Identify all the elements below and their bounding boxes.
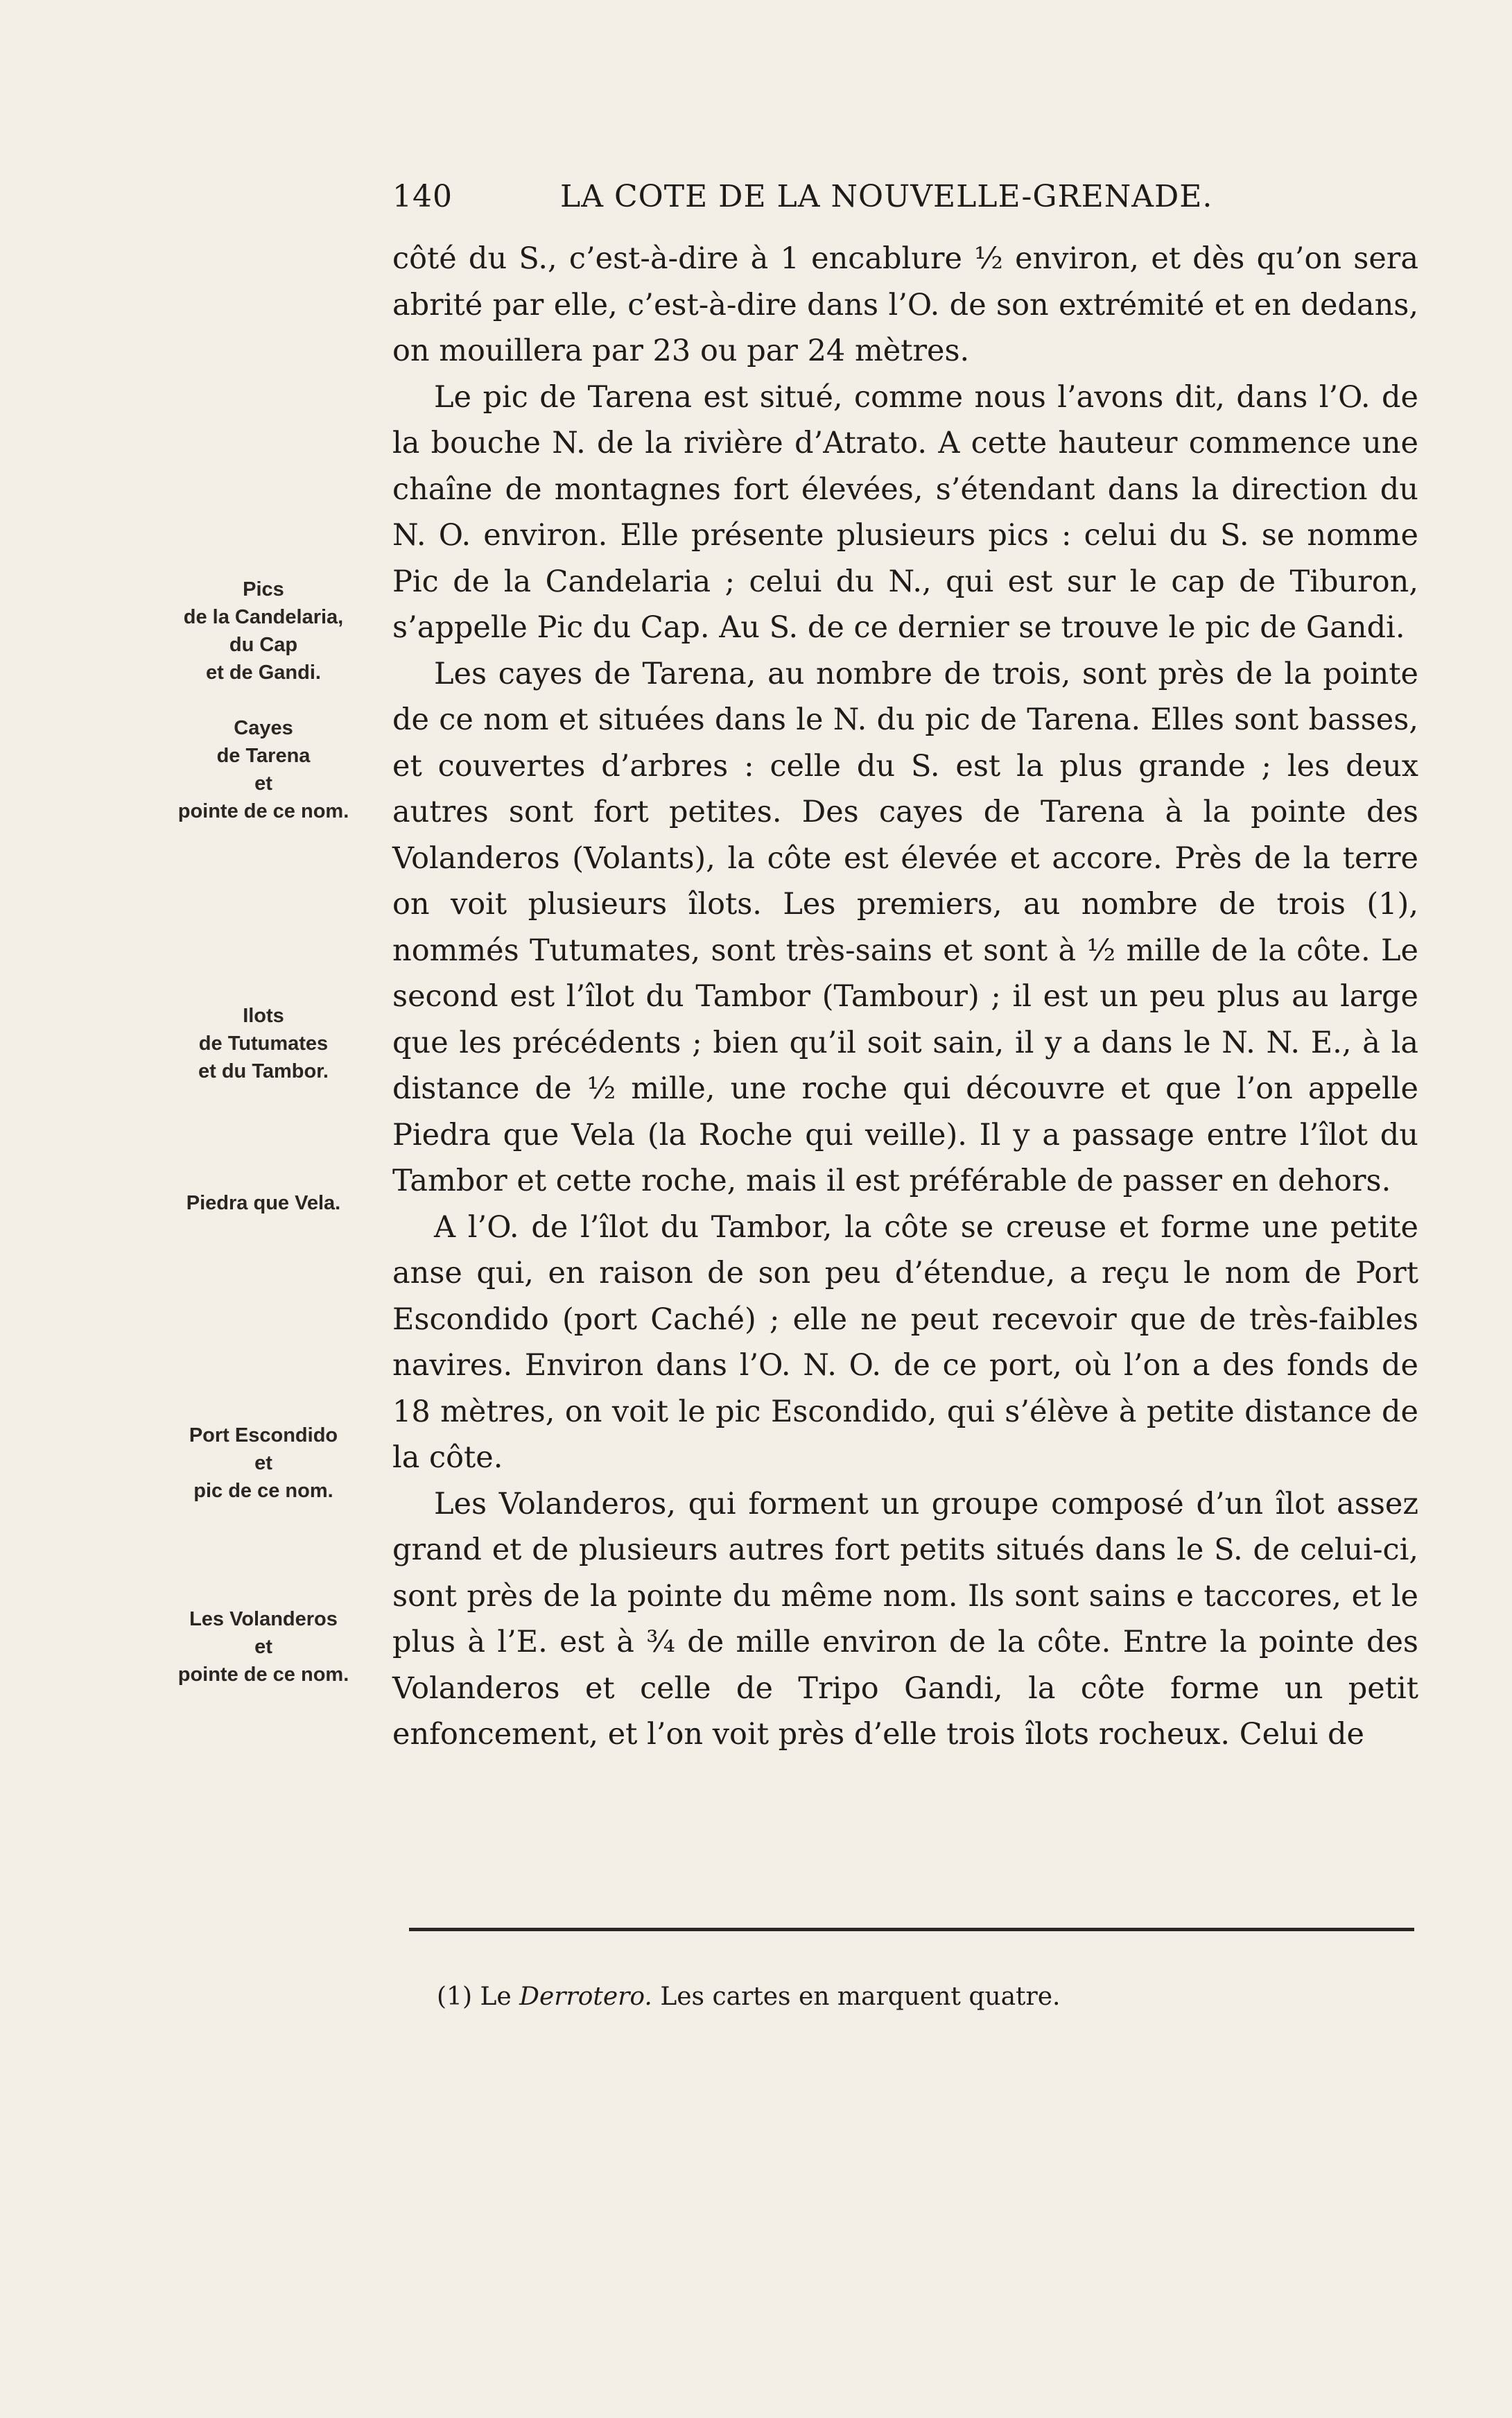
sidenote-line: Piedra que Vela. [186,1192,341,1214]
footnote-lead: Le [480,1983,512,2011]
sidenote-line: Les Volanderos [189,1608,338,1630]
sidenote-line: et [254,1452,272,1474]
sidenote-line: et du Tambor. [198,1060,329,1082]
paragraph: Les Volanderos, qui forment un groupe composé d’un îlot assez grand et de plusieurs autres fort petits situés dans le S. de celui-ci, sont près de la pointe du même nom. Ils sont sains e taccores, et le plus à l’E. est à ¾ de mille environ de la côte. Entre la pointe des Volanderos et celle de Tripo Gandi, la côte forme un petit enfoncement, et l’on voit près d’elle trois îlots rocheux. Celui de [392,1486,1418,1752]
running-header [392,179,1418,221]
sidenote-line: Pics [243,578,284,601]
paragraph: Les cayes de Tarena, au nombre de trois, sont près de la pointe de ce nom et situées dans le N. du pic de Tarena. Elles sont basses, et couvertes d’arbres : celle du S. est la plus grande ; les deux autres sont fort petites. Des cayes de Tarena à la pointe des Volanderos (Volants), la côte est élevée et accore. Près de la terre on voit plusieurs îlots. Les premiers, au nombre de trois (1), nommés Tutumates, sont très-sains et sont à ½ mille de la côte. Le second est l’îlot du Tambor (Tambour) ; il est un peu plus au large que les précédents ; bien qu’il soit sain, il y a dans le N. N. E., à la distance de ½ mille, une roche qui découvre et que l’on appelle Piedra que Vela (la Roche qui veille). Il y a passage entre l’îlot du Tambor et cette roche, mais il est préférable de passer en dehors. [392,656,1418,1198]
sidenote-line: de la Candelaria, [183,606,344,628]
footnote [437,1981,1407,2013]
sidenote-port-escondido [159,1422,367,1505]
paragraph: côté du S., c’est-à-dire à 1 encablure ½ environ, et dès qu’on sera abrité par elle, c’est-à-dire dans l’O. de son extrémité et en dedans, on mouillera par 23 ou par 24 mètres. [392,241,1418,368]
main-text [392,236,1418,1758]
sidenote-line: pointe de ce nom. [177,1664,349,1686]
sidenote-pics [159,576,367,686]
sidenote-line: et [254,772,272,795]
paragraph: A l’O. de l’îlot du Tambor, la côte se creuse et forme une petite anse qui, en raison de son peu d’étendue, a reçu le nom de Port Escondido (port Caché) ; elle ne peut recevoir que de très-faibles navires. Environ dans l’O. N. O. de ce port, où l’on a des fonds de 18 mètres, on voit le pic Escondido, qui s’élève à petite distance de la côte. [392,1209,1418,1475]
sidenote-line: et [254,1636,272,1658]
footnote-text: Les cartes en marquent quatre. [660,1983,1061,2011]
footnote-rule [409,1928,1414,1931]
footnote-title: Derrotero. [519,1983,652,2011]
paragraph: Le pic de Tarena est situé, comme nous l’avons dit, dans l’O. de la bouche N. de la rivière d’Atrato. A cette hauteur commence une chaîne de montagnes fort élevées, s’étendant dans la direction du N. O. environ. Elle présente plusieurs pics : celui du S. se nomme Pic de la Candelaria ; celui du N., qui est sur le cap de Tiburon, s’appelle Pic du Cap. Au S. de ce dernier se trouve le pic de Gandi. [392,379,1418,645]
sidenote-ilots [159,1002,367,1085]
sidenote-line: Port Escondido [189,1424,338,1447]
sidenote-line: et de Gandi. [206,662,321,684]
sidenote-volanderos [159,1605,367,1689]
running-title: LA COTE DE LA NOUVELLE-GRENADE. [560,179,1213,214]
page-number: 140 [392,179,453,214]
sidenote-cayes [159,714,367,825]
sidenote-line: Cayes [234,717,293,739]
sidenote-line: de Tutumates [198,1033,329,1055]
sidenote-line: pic de ce nom. [193,1480,333,1502]
sidenote-line: Ilots [243,1005,284,1027]
sidenote-line: de Tarena [216,745,311,767]
footnote-marker: (1) [437,1983,472,2011]
sidenote-line: pointe de ce nom. [177,800,349,822]
sidenote-piedra [159,1189,367,1217]
sidenote-line: du Cap [229,634,298,656]
